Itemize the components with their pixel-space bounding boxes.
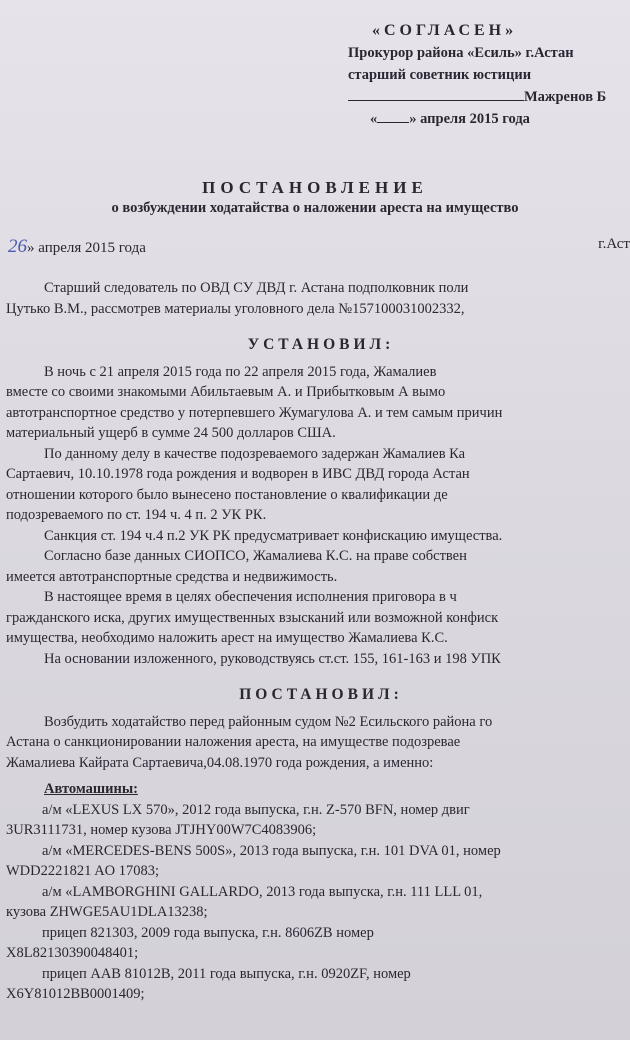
text-line: Астана о санкционировании наложения ареста, на имуществе подозревае bbox=[6, 734, 461, 750]
intro-line-1: Старший следователь по ОВД СУ ДВД г. Астана подполковник поли bbox=[44, 280, 469, 296]
asset-item: прицеп AAB 81012B, 2011 года выпуска, г.н. 0920ZF, номер bbox=[42, 965, 411, 982]
approval-signature-name: Мажренов Б bbox=[524, 89, 607, 105]
text-line: Жамалиева Кайрата Сартаевича,04.08.1970 года рождения, а именно: bbox=[6, 754, 434, 771]
text-line: В ночь с 21 апреля 2015 года по 22 апреля 2015 года, Жамалиев bbox=[44, 363, 437, 380]
established-heading: УСТАНОВИЛ: bbox=[247, 336, 395, 353]
day-blank bbox=[377, 110, 409, 123]
signature-blank bbox=[348, 88, 524, 101]
asset-item: X8L82130390048401; bbox=[6, 945, 139, 961]
text-line: материальный ущерб в сумме 24 500 долларов США. bbox=[6, 425, 336, 441]
handwritten-day: 26 bbox=[8, 236, 27, 257]
asset-item: WDD2221821 AO 17083; bbox=[6, 863, 160, 879]
asset-item: а/м «MERCEDES-BENS 500S», 2013 года выпуска, г.н. 101 DVA 01, номер bbox=[42, 842, 501, 859]
document-title: ПОСТАНОВЛЕНИЕ bbox=[202, 178, 428, 197]
document-body bbox=[6, 278, 630, 1005]
text-line: Возбудить ходатайство перед районным судом №2 Есильского района го bbox=[44, 713, 493, 730]
approval-date-prefix: « bbox=[370, 111, 378, 127]
document-date bbox=[8, 236, 146, 258]
asset-item: прицеп 821303, 2009 года выпуска, г.н. 8606ZB номер bbox=[42, 924, 374, 941]
text-line: гражданского иска, других имущественных взысканий или возможной конфиск bbox=[6, 609, 499, 626]
text-line: отношении которого было вынесено постановление о квалификации де bbox=[6, 486, 448, 503]
established-text bbox=[6, 362, 630, 670]
text-line: По данному делу в качестве подозреваемого задержан Жамалиев Ка bbox=[44, 445, 466, 462]
text-line: Сартаевич, 10.10.1978 года рождения и водворен в ИВС ДВД города Астан bbox=[6, 466, 470, 482]
text-line: В настоящее время в целях обеспечения исполнения приговора в ч bbox=[44, 589, 457, 605]
date-line bbox=[0, 236, 630, 256]
approval-rank: старший советник юстиции bbox=[348, 67, 532, 83]
document-subtitle: о возбуждении ходатайства о наложении ареста на имущество bbox=[111, 200, 519, 216]
intro-line-2: Цутько В.М., рассмотрев материалы уголовного дела №157100031002332, bbox=[6, 300, 465, 317]
cars-label: Автомашины: bbox=[44, 781, 138, 797]
text-line: подозреваемого по ст. 194 ч. 4 п. 2 УК РК. bbox=[6, 507, 267, 523]
text-line: Санкция ст. 194 ч.4 п.2 УК РК предусматривает конфискацию имущества. bbox=[44, 527, 503, 544]
asset-item: X6Y81012BB0001409; bbox=[6, 986, 145, 1002]
resolved-text bbox=[6, 712, 630, 1005]
text-line: Согласно базе данных СИОПСО, Жамалиева К.С. на праве собствен bbox=[44, 548, 467, 564]
approval-prosecutor: Прокурор района «Есиль» г.Астан bbox=[348, 45, 574, 61]
approval-date-suffix: » апреля 2015 года bbox=[409, 111, 530, 127]
cars-label-line bbox=[6, 779, 630, 800]
text-line: имеется автотранспортные средства и недвижимость. bbox=[6, 568, 338, 585]
document-city: г.Аст bbox=[598, 236, 630, 252]
resolved-heading: ПОСТАНОВИЛ: bbox=[239, 686, 403, 703]
asset-item: кузова ZHWGE5AU1DLA13238; bbox=[6, 904, 208, 920]
asset-item: а/м «LEXUS LX 570», 2012 года выпуска, г.н. Z-570 BFN, номер двиг bbox=[42, 801, 470, 818]
approval-signature bbox=[348, 86, 630, 108]
text-line: На основании изложенного, руководствуясь ст.ст. 155, 161-163 и 198 УПК bbox=[44, 650, 501, 667]
approval-agreed: «СОГЛАСЕН» bbox=[372, 22, 518, 39]
text-line: автотранспортное средство у потерпевшего Жумагулова А. и тем самым причин bbox=[6, 404, 503, 421]
document-date-rest: » апреля 2015 года bbox=[27, 240, 146, 256]
text-line: вместе со своими знакомыми Абильтаевым А. и Прибытковым А вымо bbox=[6, 384, 446, 400]
asset-item: а/м «LAMBORGHINI GALLARDO, 2013 года выпуска, г.н. 111 LLL 01, bbox=[42, 883, 483, 900]
text-line: имущества, необходимо наложить арест на имущество Жамалиева К.С. bbox=[6, 630, 448, 646]
asset-item: 3UR3111731, номер кузова JTJHY00W7C4083906; bbox=[6, 822, 317, 838]
approval-block bbox=[348, 20, 630, 130]
approval-date bbox=[348, 108, 630, 130]
